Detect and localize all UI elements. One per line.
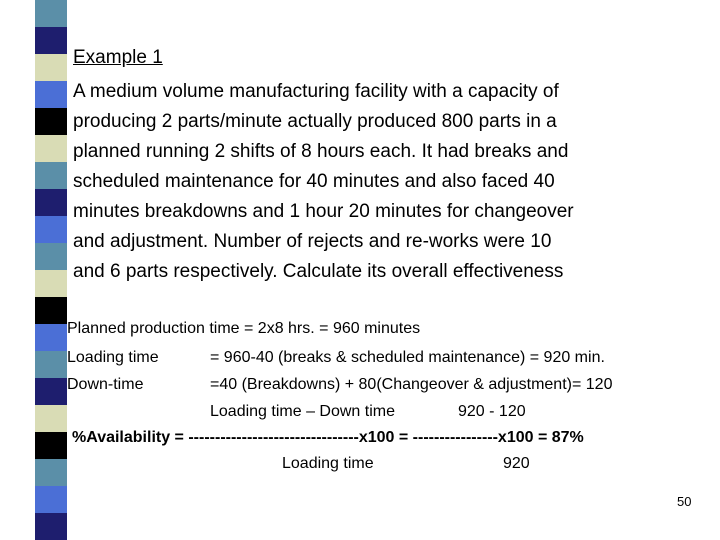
down-time-value: =40 (Breakdowns) + 80(Changeover & adjustment)= 120 <box>210 376 613 393</box>
paragraph-line: minutes breakdowns and 1 hour 20 minutes for changeover <box>73 201 574 222</box>
paragraph-line: producing 2 parts/minute actually produced 800 parts in a <box>73 111 557 132</box>
down-time-label: Down-time <box>67 376 144 393</box>
slide-title: Example 1 <box>73 47 163 68</box>
availability-numerator-text: Loading time – Down time <box>210 403 395 420</box>
paragraph-line: and 6 parts respectively. Calculate its overall effectiveness <box>73 261 564 282</box>
loading-time-label: Loading time <box>67 349 159 366</box>
paragraph-line: planned running 2 shifts of 8 hours each. It had breaks and <box>73 141 569 162</box>
paragraph-line: A medium volume manufacturing facility with a capacity of <box>73 81 559 102</box>
paragraph-line: and adjustment. Number of rejects and re-works were 10 <box>73 231 552 252</box>
loading-time-value: = 960-40 (breaks & scheduled maintenance) = 920 min. <box>210 349 605 366</box>
paragraph-line: scheduled maintenance for 40 minutes and also faced 40 <box>73 171 555 192</box>
availability-numerator-value: 920 - 120 <box>458 403 526 420</box>
availability-formula: %Availability = --------------------------------x100 = ----------------x100 = 87% <box>72 429 584 446</box>
planned-production-line: Planned production time = 2x8 hrs. = 960 minutes <box>67 320 421 337</box>
availability-denominator-value: 920 <box>503 455 530 472</box>
page-number: 50 <box>677 494 692 509</box>
availability-denominator-text: Loading time <box>282 455 374 472</box>
